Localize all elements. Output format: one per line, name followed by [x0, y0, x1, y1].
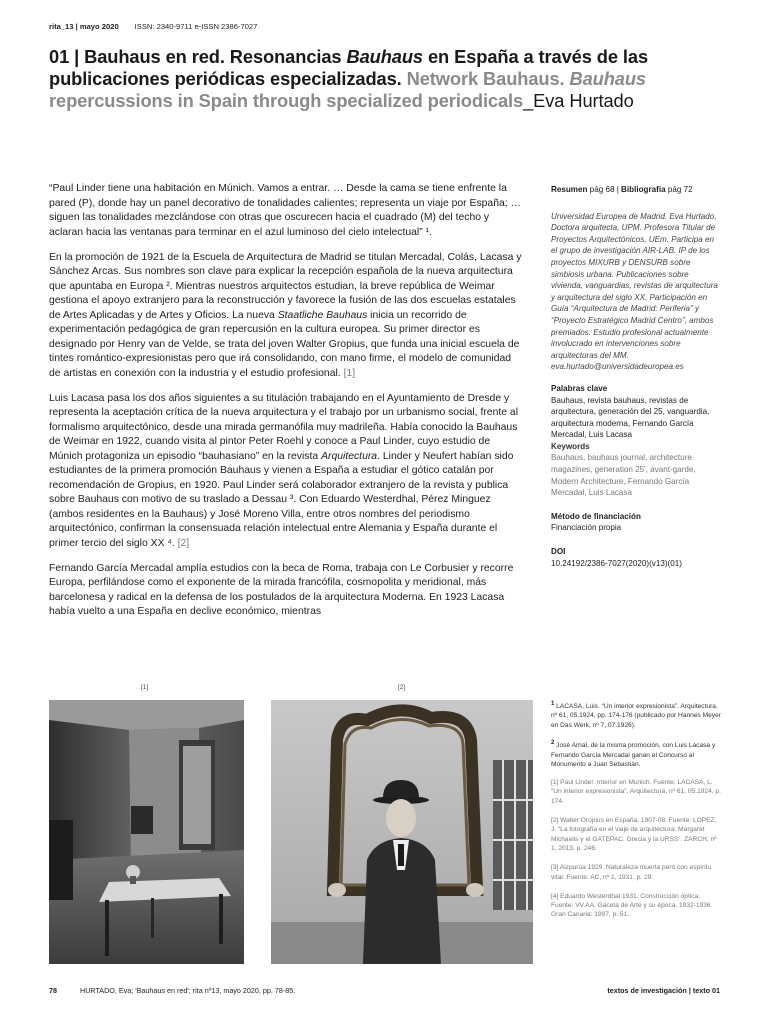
article-body	[49, 182, 525, 630]
running-header	[49, 22, 257, 31]
funding: Financiación propia	[551, 523, 622, 533]
figure-caption-1: [1] Paul Linder. Interior en Munich. Fuente: LACASA, L. “Un interior expresionista”, Arquitectura, nº 61, 05.1924, p. 174.	[551, 779, 721, 805]
figure-2-photo	[271, 700, 533, 964]
resumen-link[interactable]: Resumen	[551, 185, 588, 194]
title-english: Network Bauhaus. Bauhaus repercussions in Spain through specialized periodicals	[49, 68, 647, 111]
issn: ISSN: 2340-9711 e-ISSN 2386-7027	[134, 22, 258, 31]
footnote-1: $^1$ LACASA, Luis. “Un interior expresionista”. Arquitectura, nº 61, 05.1924, pp. 174-176 (publicado por Hannes Meyer en Das Werk, nº 7, 07.1926).	[551, 701, 721, 729]
figure-ref[interactable]: [2]	[174, 537, 190, 549]
citation: HURTADO, Eva; 'Bauhaus en red'; rita nº13, mayo 2020, pp. 78-85.	[80, 986, 296, 995]
paragraph: En la promoción de 1921 de la Escuela de Arquitectura de Madrid se titulan Mercadal, Colás, Lacasa y Sánchez Arcas. Sus nombres son clave para explicar la recepción española de la nueva arquitectura que apuntaba en Europa ². Mientras nuestros arquitectos estudian, la breve república de Weimar gestiona el apoyo extranjero para la reconstrucción y favorece la fusión de las dos escuelas estatales de Artes Aplicadas y de Artes y Oficios. La nueva Staatliche Bauhaus inicia un recorrido de experimentación pedagógica de gran repercusión en la cultura europea. Su primer director es designado por Henry van de Velde, se trata del joven Walter Gropius, que funda una inicial escuela de tintes romántico-expresionistas pero que irá consolidando, con mano firme, el modelo de comunidad de artistas en conexión con la industria y el estudio profesional. [1]	[49, 251, 522, 379]
section-links: Resumen pág 68 | Bibliografía pág 72	[551, 185, 693, 194]
figure-caption-2: [2] Walter Gropius en España, 1907-08. Fuente: LOPEZ, J. “La fotografía en el viaje de arquitectura: Margaret Michaelis y el GATEPAC. Grecia y la URSS”. ZARCH, nº 1, 2013, p. 246.	[551, 817, 717, 852]
article-title: 01 | Bauhaus en red. Resonancias Bauhaus en España a través de las publicaciones periódicas especializadas. Network Bauhaus. Bauhaus repercussions in Spain through specialized periodicals_Eva Hurtado	[49, 46, 649, 111]
sidebar-metadata	[551, 184, 721, 569]
gropius-photo-image	[271, 700, 533, 964]
keywords-es: Bauhaus, revista bauhaus, revistas de arquitectura, generación del 25, vanguardia, arquitectura moderna, Fernando García Mercadal, Luis Lacasa	[551, 395, 710, 440]
footnote-2: $^2$ José Arnal, de la misma promoción, con Luis Lacasa y Fernando García Mercadal ganan el Concurso al Monumento a Juan Sebastián.	[551, 740, 716, 768]
journal-issue: rita_13 | mayo 2020	[49, 22, 119, 31]
page-number: 78	[49, 986, 57, 995]
paragraph-quote: “Paul Linder tiene una habitación en Múnich. Vamos a entrar. … Desde la cama se tiene enfrente la pared (P), donde hay un panel decorativo de tonalidades calientes; representa un viaje por España; … siguen las tonalidades mezclándose con otras que oscurecen hacia el cuadrado (M) del techo y aclaran hacia las ventanas para terminar en el azul luminoso del cielo intelectual” ¹.	[49, 183, 521, 238]
figure-label-2: [2]	[398, 684, 406, 691]
figure-caption-4: [4] Eduardo Westerdhal 1931. Construcción óptica. Fuente: VV.AA. Gaceta de Arte y su época. 1932-1936. Gran Canaria: 1997, p. 51.	[551, 892, 713, 919]
figure-1-photo	[49, 700, 244, 964]
doi-title: DOI	[551, 547, 566, 557]
author-bio: Universidad Europea de Madrid. Eva Hurtado, Doctora arquitecta, UPM. Profesora Titular de Proyectos Arquitectónicos, UEm. Participa en el grupo de investigación AIR-LAB. IP de los proyectos MIXURB y DENSURB sobre simbiosis urbana. Publicaciones sobre vivienda, vanguardias, revistas de arquitectura y arquitectura del siglo XX. Participación en Guía “Arquitectura de Madrid: Periferia” y “Proyecto Estratégico Madrid Centro”, ambos premiados. Estudio profesional actualmente involucrado en intervenciones sobre arquitecturas del MM. eva.hurtado@universidadeuropea.es	[551, 211, 718, 372]
footnotes-and-captions	[551, 700, 721, 930]
interior-photo-image	[49, 700, 244, 964]
figure-caption-3: [3] Aizpurúa 1929. Naturaleza muerta pero con espíritu vital. Fuente: AC, nº 1, 1931, p. 29.	[551, 864, 712, 881]
keywords-en-title: Keywords	[551, 441, 590, 451]
figure-ref[interactable]: [1]	[340, 367, 356, 379]
figure-label-1: [1]	[141, 684, 149, 691]
section-label: textos de investigación | texto 01	[607, 986, 720, 995]
bibliografia-link[interactable]: Bibliografía	[621, 185, 666, 194]
doi-link[interactable]: 10.24192/2386-7027(2020)(v13)(01)	[551, 558, 682, 568]
paragraph: Fernando García Mercadal amplía estudios con la beca de Roma, trabaja con Le Corbusier y recorre Europa, perfilándose como el exponente de la mirada francófila, cosmopolita y meridional, más barcelonesa y radical en la defensa de los postulados de la arquitectura Moderna. En 1923 Lacasa había vuelto a una España en declive económico, mientras	[49, 562, 514, 617]
keywords-es-title: Palabras clave	[551, 383, 608, 393]
keywords-en: Bauhaus, bauhaus journal, architecture magazines, generation 25', avant-garde, Modern Architecture, Fernando García Mercadal, Luis Lacasa	[551, 453, 696, 498]
author-name: _Eva Hurtado	[523, 90, 634, 111]
paragraph: Luis Lacasa pasa los dos años siguientes a su titulación trabajando en el Ayuntamiento de Dresde y representa la aceptación crítica de la nueva arquitectura y el trabajo por un urbanismo social, frente al formalismo arquitectónico, desde una mirada germanófila muy madrileña. Había conocido la Bauhaus de Weimar en 1922, cuando visita al pintor Peter Roehl y conoce a Paul Linder, cuyo estudio de Múnich protagoniza un episodio “bauhasiano” en la revista Arquitectura. Linder y Neufert habían sido estudiantes de la primera promoción Bauhaus y vienen a España a estudiar el gótico catalán por recomendación de Gropius, en 1920. Paul Linder será colaborador extranjero de la revista y publica sobre Bauhaus con motivo de su traslado a Dessau ³. Con Eduardo Westerdhal, Pérez Minguez (ambos residentes en la Bauhaus) y José Moreno Villa, entre otros nombres del periodismo arquitectónico, confirman la consensuada relación intelectual entre Alemania y España durante el primer tercio del siglo XX ⁴. [2]	[49, 392, 518, 549]
funding-title: Método de financiación	[551, 511, 641, 521]
